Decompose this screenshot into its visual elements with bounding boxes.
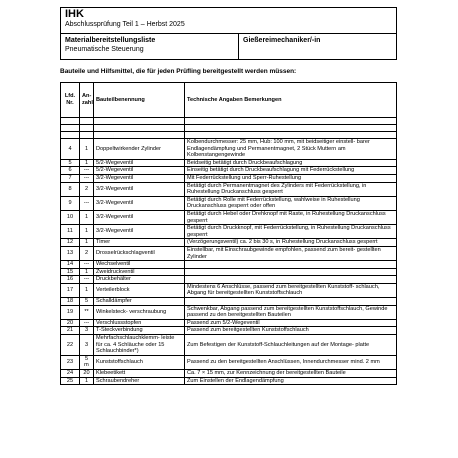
row-benennung: 5/2-Wegeventil [94, 159, 185, 167]
info-right [239, 34, 396, 59]
row-benennung: Winkelsteck- verschraubung [94, 305, 185, 319]
table-row [61, 225, 397, 239]
table-row [61, 327, 397, 335]
row-technik: Betätigt durch Druckknopf, mit Federrückstellung, in Ruhestellung Druckanschluss gesperrt [185, 225, 397, 239]
table-row [61, 319, 397, 327]
info-left [61, 34, 239, 59]
row-benennung: 3/2-Wegeventil [94, 210, 185, 224]
row-anzahl: 20 [80, 370, 94, 378]
row-technik: Ca. 7 × 15 mm, zur Kennzeichnung der bereitgestellten Bauteile [185, 370, 397, 378]
row-benennung: Doppeltwirkender Zylinder [94, 139, 185, 160]
row-anzahl: --- [80, 174, 94, 182]
row-benennung: Schalldämpfer [94, 298, 185, 306]
subject-label: Pneumatische Steuerung [65, 46, 144, 53]
row-nr: 4 [61, 139, 80, 160]
row-technik: Beidseitig betätigt durch Druckbeaufschlagung [185, 159, 397, 167]
row-nr: 20 [61, 319, 80, 327]
list-title: Materialbereitstellungsliste [65, 37, 156, 44]
row-benennung: 3/2-Wegeventil [94, 174, 185, 182]
row-technik: Betätigt durch Permanentmagnet des Zylinders mit Federrückstellung, in Ruhestellung Druckanschluss gesperrt [185, 182, 397, 196]
material-table [60, 82, 397, 385]
row-nr: 5 [61, 159, 80, 167]
row-anzahl: 1 [80, 139, 94, 160]
table-row [61, 298, 397, 306]
row-benennung: Kunststoffschlauch [94, 355, 185, 369]
row-technik: Betätigt durch Rolle mit Federrückstellung, wahlweise in Ruhestellung Druckanschluss gesperrt oder offen [185, 196, 397, 210]
row-technik [185, 268, 397, 276]
row-nr: 6 [61, 167, 80, 175]
row-anzahl: 1 [80, 377, 94, 385]
table-row-empty [61, 132, 397, 139]
row-technik [185, 298, 397, 306]
table-row [61, 335, 397, 356]
row-technik: Schwenkbar, Abgang passend zum bereitgestellten Kunststoffschlauch, Gewinde passend zu den bereitgestellten Bauteilen [185, 305, 397, 319]
row-technik: Kolbendurchmesser: 25 mm, Hub: 100 mm, mit beidseitiger einstell- barer Endlagendämpfung und Permanentmagnet, 2 Stück Muttern am Kolbenstangengewinde [185, 139, 397, 160]
row-technik [185, 276, 397, 284]
row-nr: 21 [61, 327, 80, 335]
row-technik [185, 261, 397, 269]
row-anzahl: --- [80, 276, 94, 284]
table-row [61, 276, 397, 284]
table-row [61, 305, 397, 319]
row-benennung: Drosselrückschlagventil [94, 246, 185, 260]
table-row [61, 139, 397, 160]
row-anzahl: 1 [80, 225, 94, 239]
row-technik: Zum Einstellen der Endlagendämpfung [185, 377, 397, 385]
table-row [61, 174, 397, 182]
row-nr: 9 [61, 196, 80, 210]
row-benennung: Klebeetikett [94, 370, 185, 378]
table-row [61, 246, 397, 260]
row-nr: 25 [61, 377, 80, 385]
row-nr: 12 [61, 239, 80, 247]
header-nr: Lfd. Nr. [61, 83, 80, 118]
row-nr: 14 [61, 261, 80, 269]
row-nr: 15 [61, 268, 80, 276]
ihk-title: IHK [65, 8, 84, 20]
row-anzahl: 5 [80, 298, 94, 306]
row-technik: Einseitig betätigt durch Druckbeaufschlagung mit Federrückstellung [185, 167, 397, 175]
row-nr: 13 [61, 246, 80, 260]
row-technik: Mit Federrückstellung und Sperr-Ruhestellung [185, 174, 397, 182]
row-anzahl: --- [80, 167, 94, 175]
table-row [61, 210, 397, 224]
header-technik: Technische Angaben Bemerkungen [185, 83, 397, 118]
table-row-empty [61, 125, 397, 132]
header-anzahl: An- zahl [80, 83, 94, 118]
table-row [61, 159, 397, 167]
header-benennung: Bauteilbenennung [94, 83, 185, 118]
row-benennung: Zweidruckventil [94, 268, 185, 276]
row-anzahl: 1 [80, 268, 94, 276]
table-row [61, 355, 397, 369]
row-technik: Passend zu den bereitgestellten Anschlüssen, Innendurchmesser mind. 2 mm [185, 355, 397, 369]
row-benennung: Timer [94, 239, 185, 247]
row-anzahl: 1 [80, 159, 94, 167]
exam-subtitle: Abschlussprüfung Teil 1 – Herbst 2025 [65, 21, 185, 28]
row-benennung: Druckbehälter [94, 276, 185, 284]
table-row [61, 283, 397, 297]
row-benennung: 3/2-Wegeventil [94, 182, 185, 196]
row-nr: 16 [61, 276, 80, 284]
row-benennung: 5/2-Wegeventil [94, 167, 185, 175]
table-row-empty [61, 118, 397, 125]
table-header-row [61, 83, 397, 118]
row-anzahl: --- [80, 319, 94, 327]
row-benennung: Wechselventil [94, 261, 185, 269]
profession-label: Gießereimechaniker/-in [243, 37, 321, 44]
row-nr: 22 [61, 335, 80, 356]
row-anzahl: ** [80, 305, 94, 319]
table-row [61, 370, 397, 378]
row-technik: Betätigt durch Hebel oder Drehknopf mit Raste, in Ruhestellung Druckanschluss gesperrt [185, 210, 397, 224]
row-technik: Mindestens 6 Anschlüsse, passend zum bereitgestellten Kunststoff- schlauch, Abgang für bereitgestellten Kunststoffschlauch [185, 283, 397, 297]
row-nr: 18 [61, 298, 80, 306]
row-anzahl: 2 [80, 246, 94, 260]
row-benennung: T-Steckverbindung [94, 327, 185, 335]
row-anzahl: 3 [80, 327, 94, 335]
table-row [61, 261, 397, 269]
row-anzahl: --- [80, 261, 94, 269]
table-row [61, 268, 397, 276]
table-row [61, 182, 397, 196]
row-technik: (Verzögerungsventil) ca. 2 bis 30 s, in Ruhestellung Druckanschluss gesperrt [185, 239, 397, 247]
row-benennung: Verteilerblock [94, 283, 185, 297]
row-benennung: 3/2-Wegeventil [94, 225, 185, 239]
row-anzahl: 1 [80, 239, 94, 247]
table-row [61, 239, 397, 247]
table-body [61, 118, 397, 385]
row-nr: 19 [61, 305, 80, 319]
row-benennung: Mehrfachschlauchklemm- leiste für ca. 4 Schläuche oder 15 Schlauchbinder*) [94, 335, 185, 356]
row-anzahl: 3 [80, 335, 94, 356]
table-row [61, 196, 397, 210]
row-nr: 7 [61, 174, 80, 182]
row-technik: Passend zum 5/2-Wegeventil [185, 319, 397, 327]
row-anzahl: 1 [80, 283, 94, 297]
intro-text: Bauteile und Hilfsmittel, die für jeden Prüfling bereitgestellt werden müssen: [60, 68, 297, 75]
table-row [61, 377, 397, 385]
table-row [61, 167, 397, 175]
row-anzahl: 2 [80, 182, 94, 196]
row-technik: Zum Befestigen der Kunststoff-Schlauchleitungen auf der Montage- platte [185, 335, 397, 356]
row-benennung: Verschlussstopfen [94, 319, 185, 327]
row-anzahl: --- [80, 196, 94, 210]
row-nr: 24 [61, 370, 80, 378]
row-technik: Passend zum bereitgestellten Kunststoffschlauch [185, 327, 397, 335]
row-nr: 11 [61, 225, 80, 239]
row-benennung: 3/2-Wegeventil [94, 196, 185, 210]
info-box [60, 33, 397, 60]
row-nr: 10 [61, 210, 80, 224]
row-nr: 17 [61, 283, 80, 297]
row-anzahl: 1 [80, 210, 94, 224]
row-anzahl: 5 m [80, 355, 94, 369]
row-benennung: Schraubendreher [94, 377, 185, 385]
row-nr: 8 [61, 182, 80, 196]
document-header [60, 7, 397, 33]
row-technik: Einstellbar, mit Einschraubgewinde empfohlen, passend zum bereit- gestellten Zylinder [185, 246, 397, 260]
row-nr: 23 [61, 355, 80, 369]
